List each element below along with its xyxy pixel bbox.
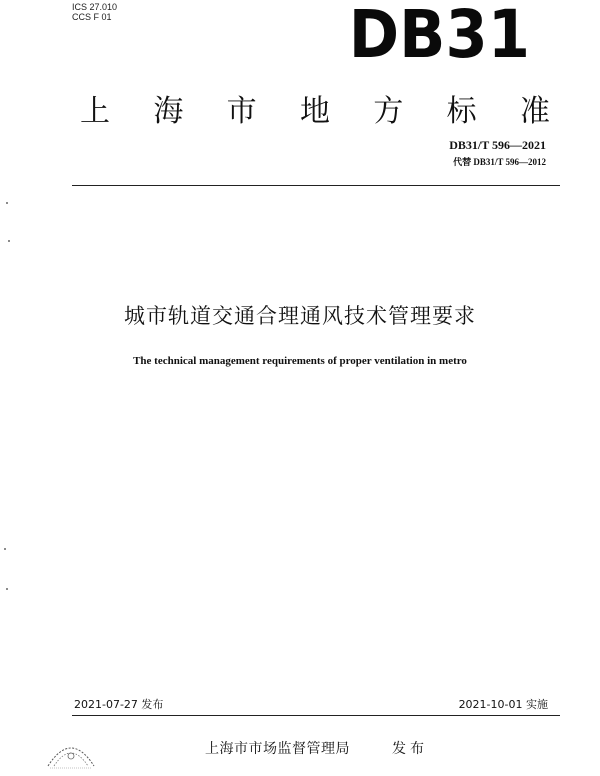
issue-label: 发布 [392, 741, 428, 757]
implement-date: 2021-10-01 实施 [458, 698, 548, 711]
category-char: 方 [373, 94, 404, 129]
category-char: 上 [80, 94, 110, 129]
scan-speck [6, 202, 8, 204]
standard-category-title [80, 86, 550, 130]
document-title-chinese: 城市轨道交通合理通风技术管理要求 [124, 304, 476, 328]
db31-mark: DB31 [348, 0, 530, 73]
scan-speck [8, 240, 10, 242]
ccs-code: CCS F 01 [72, 12, 112, 22]
document-title-english: The technical management requirements of proper ventilation in metro [133, 355, 467, 367]
ics-code: ICS 27.010 [72, 2, 118, 12]
category-char: 地 [299, 94, 330, 129]
category-char: 海 [153, 94, 184, 129]
issuing-authority: 上海市市场监督管理局 [205, 741, 350, 757]
standard-number: DB31/T 596—2021 [449, 138, 546, 152]
category-char: 市 [226, 94, 257, 129]
bottom-divider [72, 715, 560, 716]
classification-codes [72, 2, 117, 22]
replaces-standard: 代替 DB31/T 596—2012 [453, 157, 546, 167]
category-char: 标 [446, 94, 477, 129]
top-divider [72, 185, 560, 186]
issuer-seal-icon [42, 732, 100, 772]
scan-speck [4, 548, 6, 550]
scan-speck [6, 588, 8, 590]
category-char: 准 [519, 94, 550, 129]
publish-date: 2021-07-27 发布 [74, 698, 164, 711]
